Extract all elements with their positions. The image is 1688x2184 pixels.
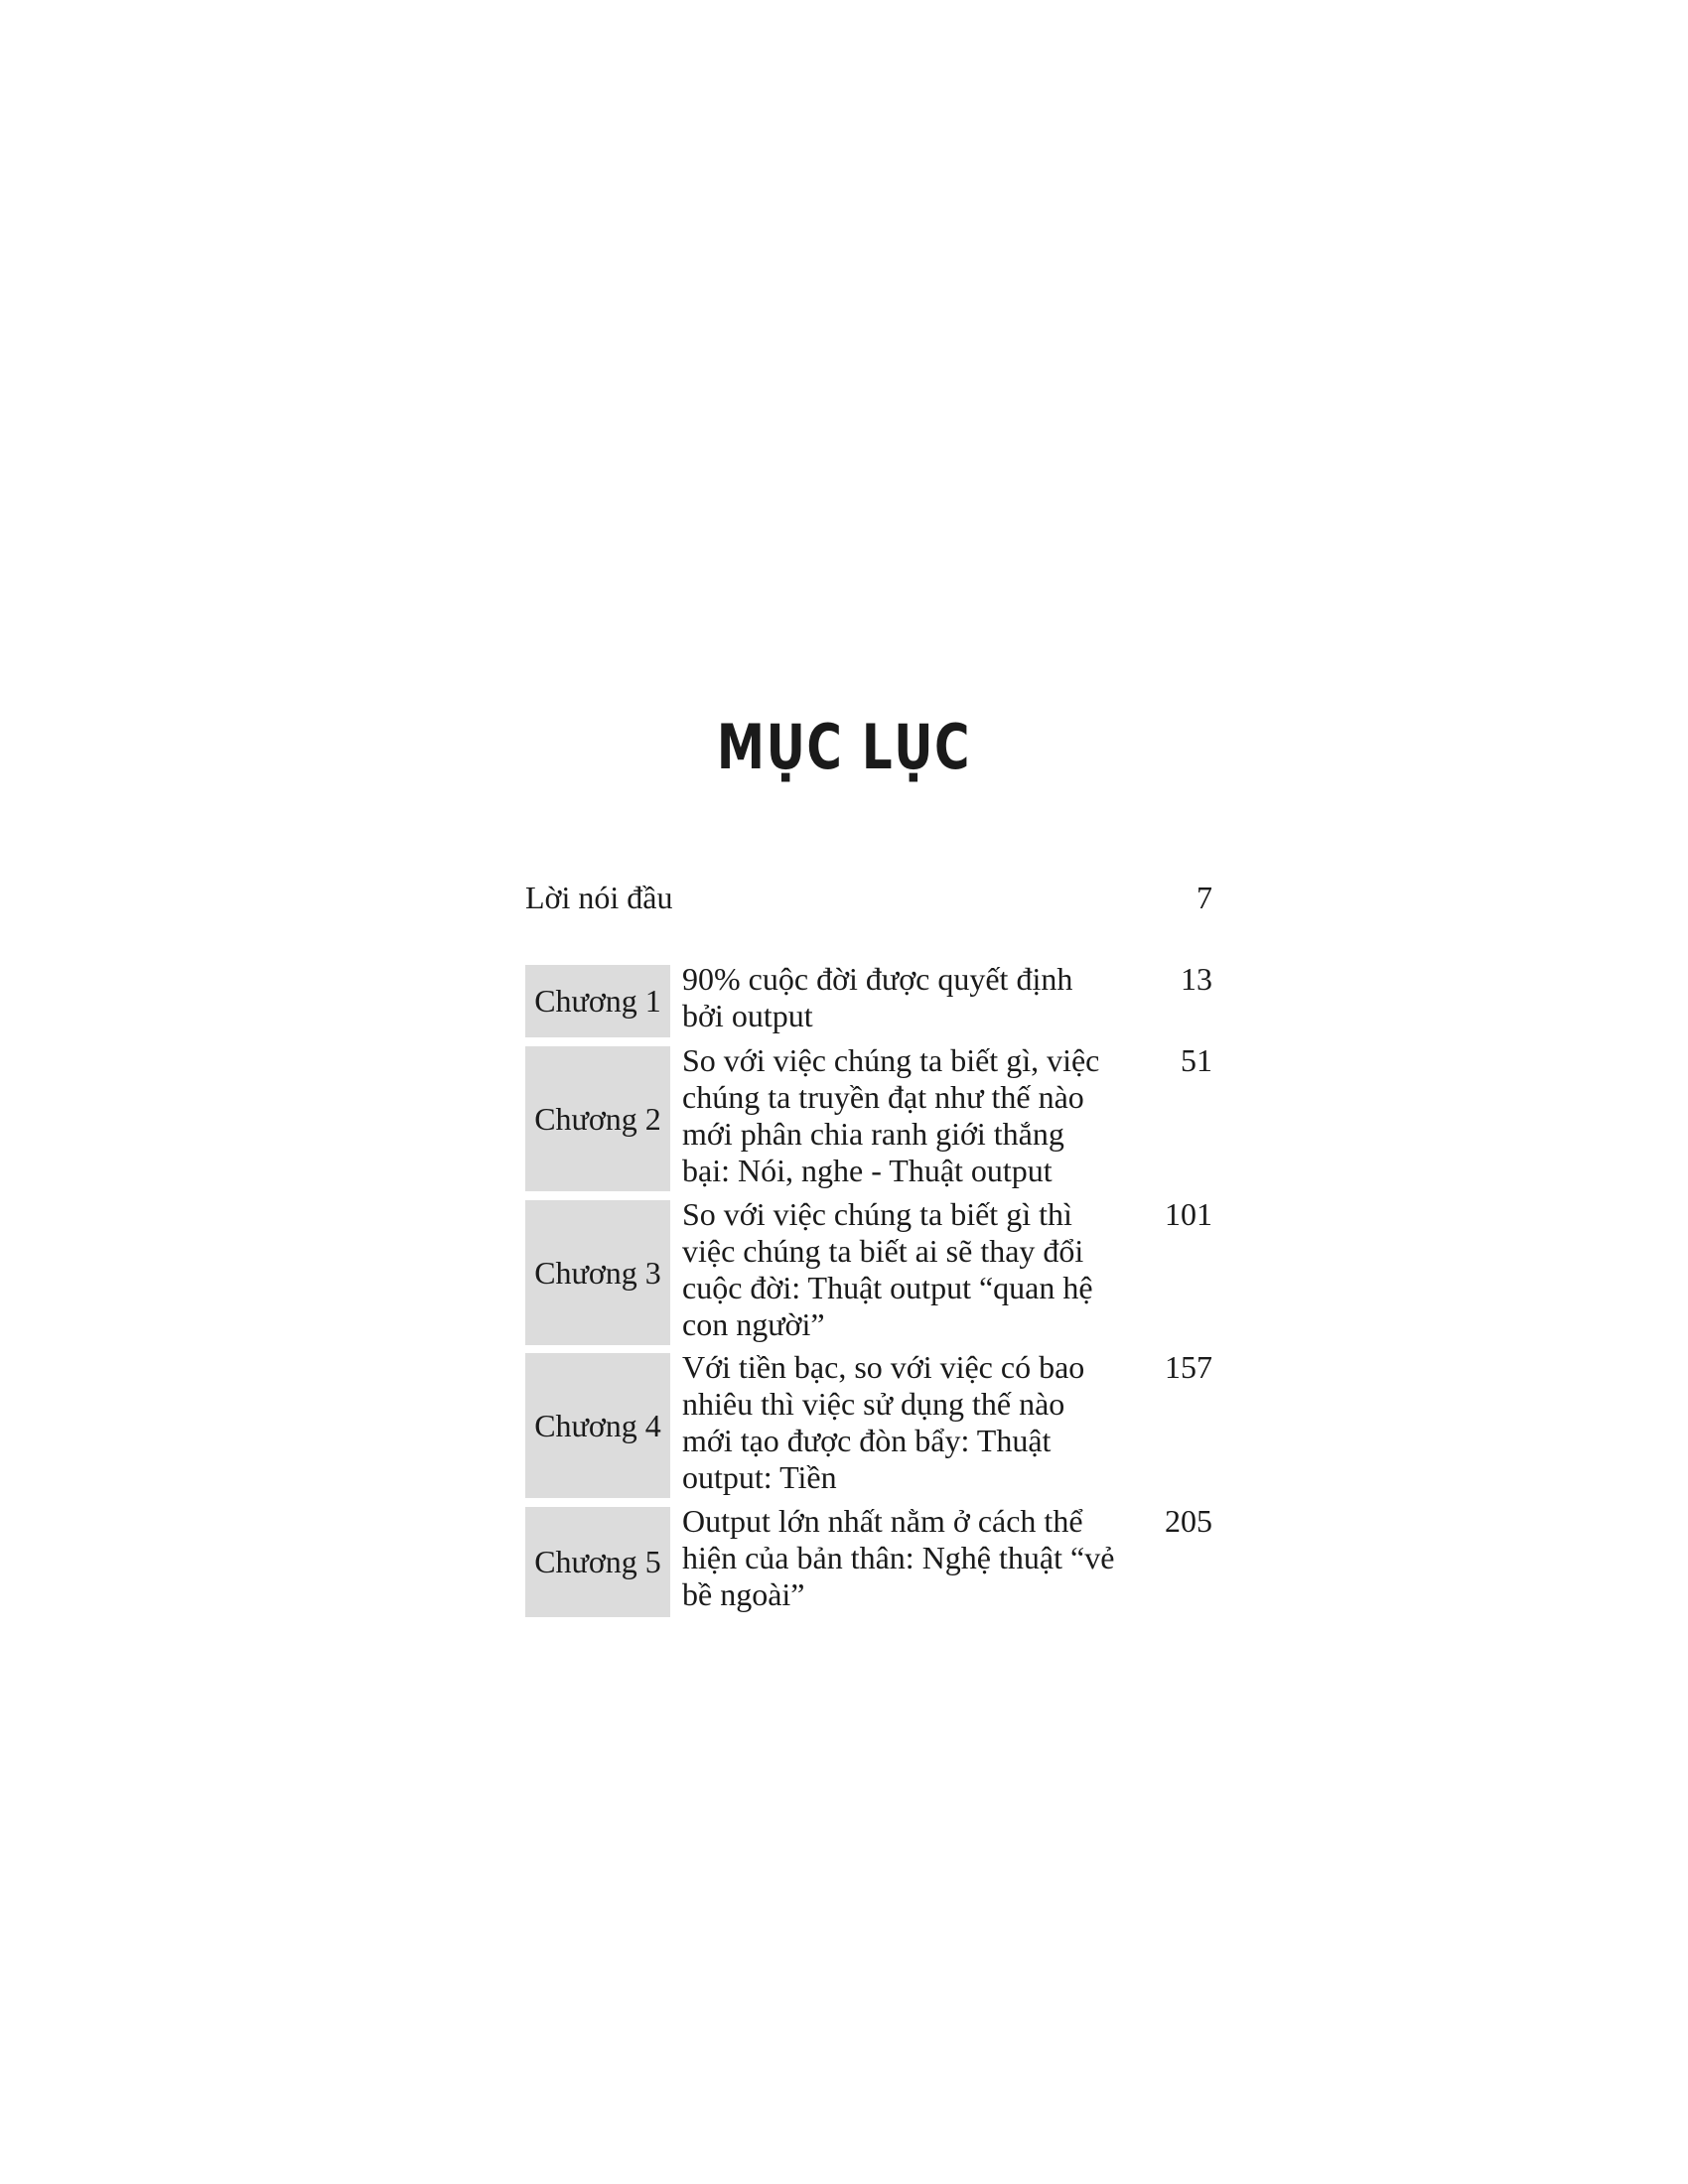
chapter-page-number: 101 [1165,1196,1212,1232]
chapter-page-number: 205 [1165,1503,1212,1539]
chapter-label: Chương 5 [525,1507,670,1617]
chapter-title: Với tiền bạc, so với việc có bao nhiêu thì việc sử dụng thế nào mới tạo được đòn bẩy: Thuật output: Tiền [682,1349,1085,1495]
toc-entry-chapter-4[interactable] [525,1349,1212,1498]
toc-entry-chapter-3[interactable] [525,1196,1212,1345]
preface-label: Lời nói đầu [525,880,673,915]
chapter-title: So với việc chúng ta biết gì, việc chúng ta truyền đạt như thế nào mới phân chia ranh giới thắng bại: Nói, nghe - Thuật output [682,1042,1100,1188]
chapter-page-number: 13 [1181,961,1212,997]
chapter-title: So với việc chúng ta biết gì thì việc chúng ta biết ai sẽ thay đổi cuộc đời: Thuật output “quan hệ con người” [682,1196,1093,1342]
chapter-label: Chương 2 [525,1046,670,1191]
chapter-title: Output lớn nhất nằm ở cách thể hiện của bản thân: Nghệ thuật “vẻ bề ngoài” [682,1503,1115,1612]
preface-page-number: 7 [1196,880,1212,915]
toc-entry-preface[interactable] [525,880,1212,915]
chapter-label: Chương 4 [525,1353,670,1498]
chapter-page-number: 51 [1181,1042,1212,1078]
toc-entry-chapter-2[interactable] [525,1042,1212,1191]
toc-entry-chapter-5[interactable] [525,1503,1212,1617]
toc-entry-chapter-1[interactable] [525,961,1212,1037]
chapter-page-number: 157 [1165,1349,1212,1385]
page-title: MỤC LỤC [716,711,972,783]
chapter-label: Chương 3 [525,1200,670,1345]
chapter-title: 90% cuộc đời được quyết định bởi output [682,961,1073,1033]
chapter-label: Chương 1 [525,965,670,1037]
